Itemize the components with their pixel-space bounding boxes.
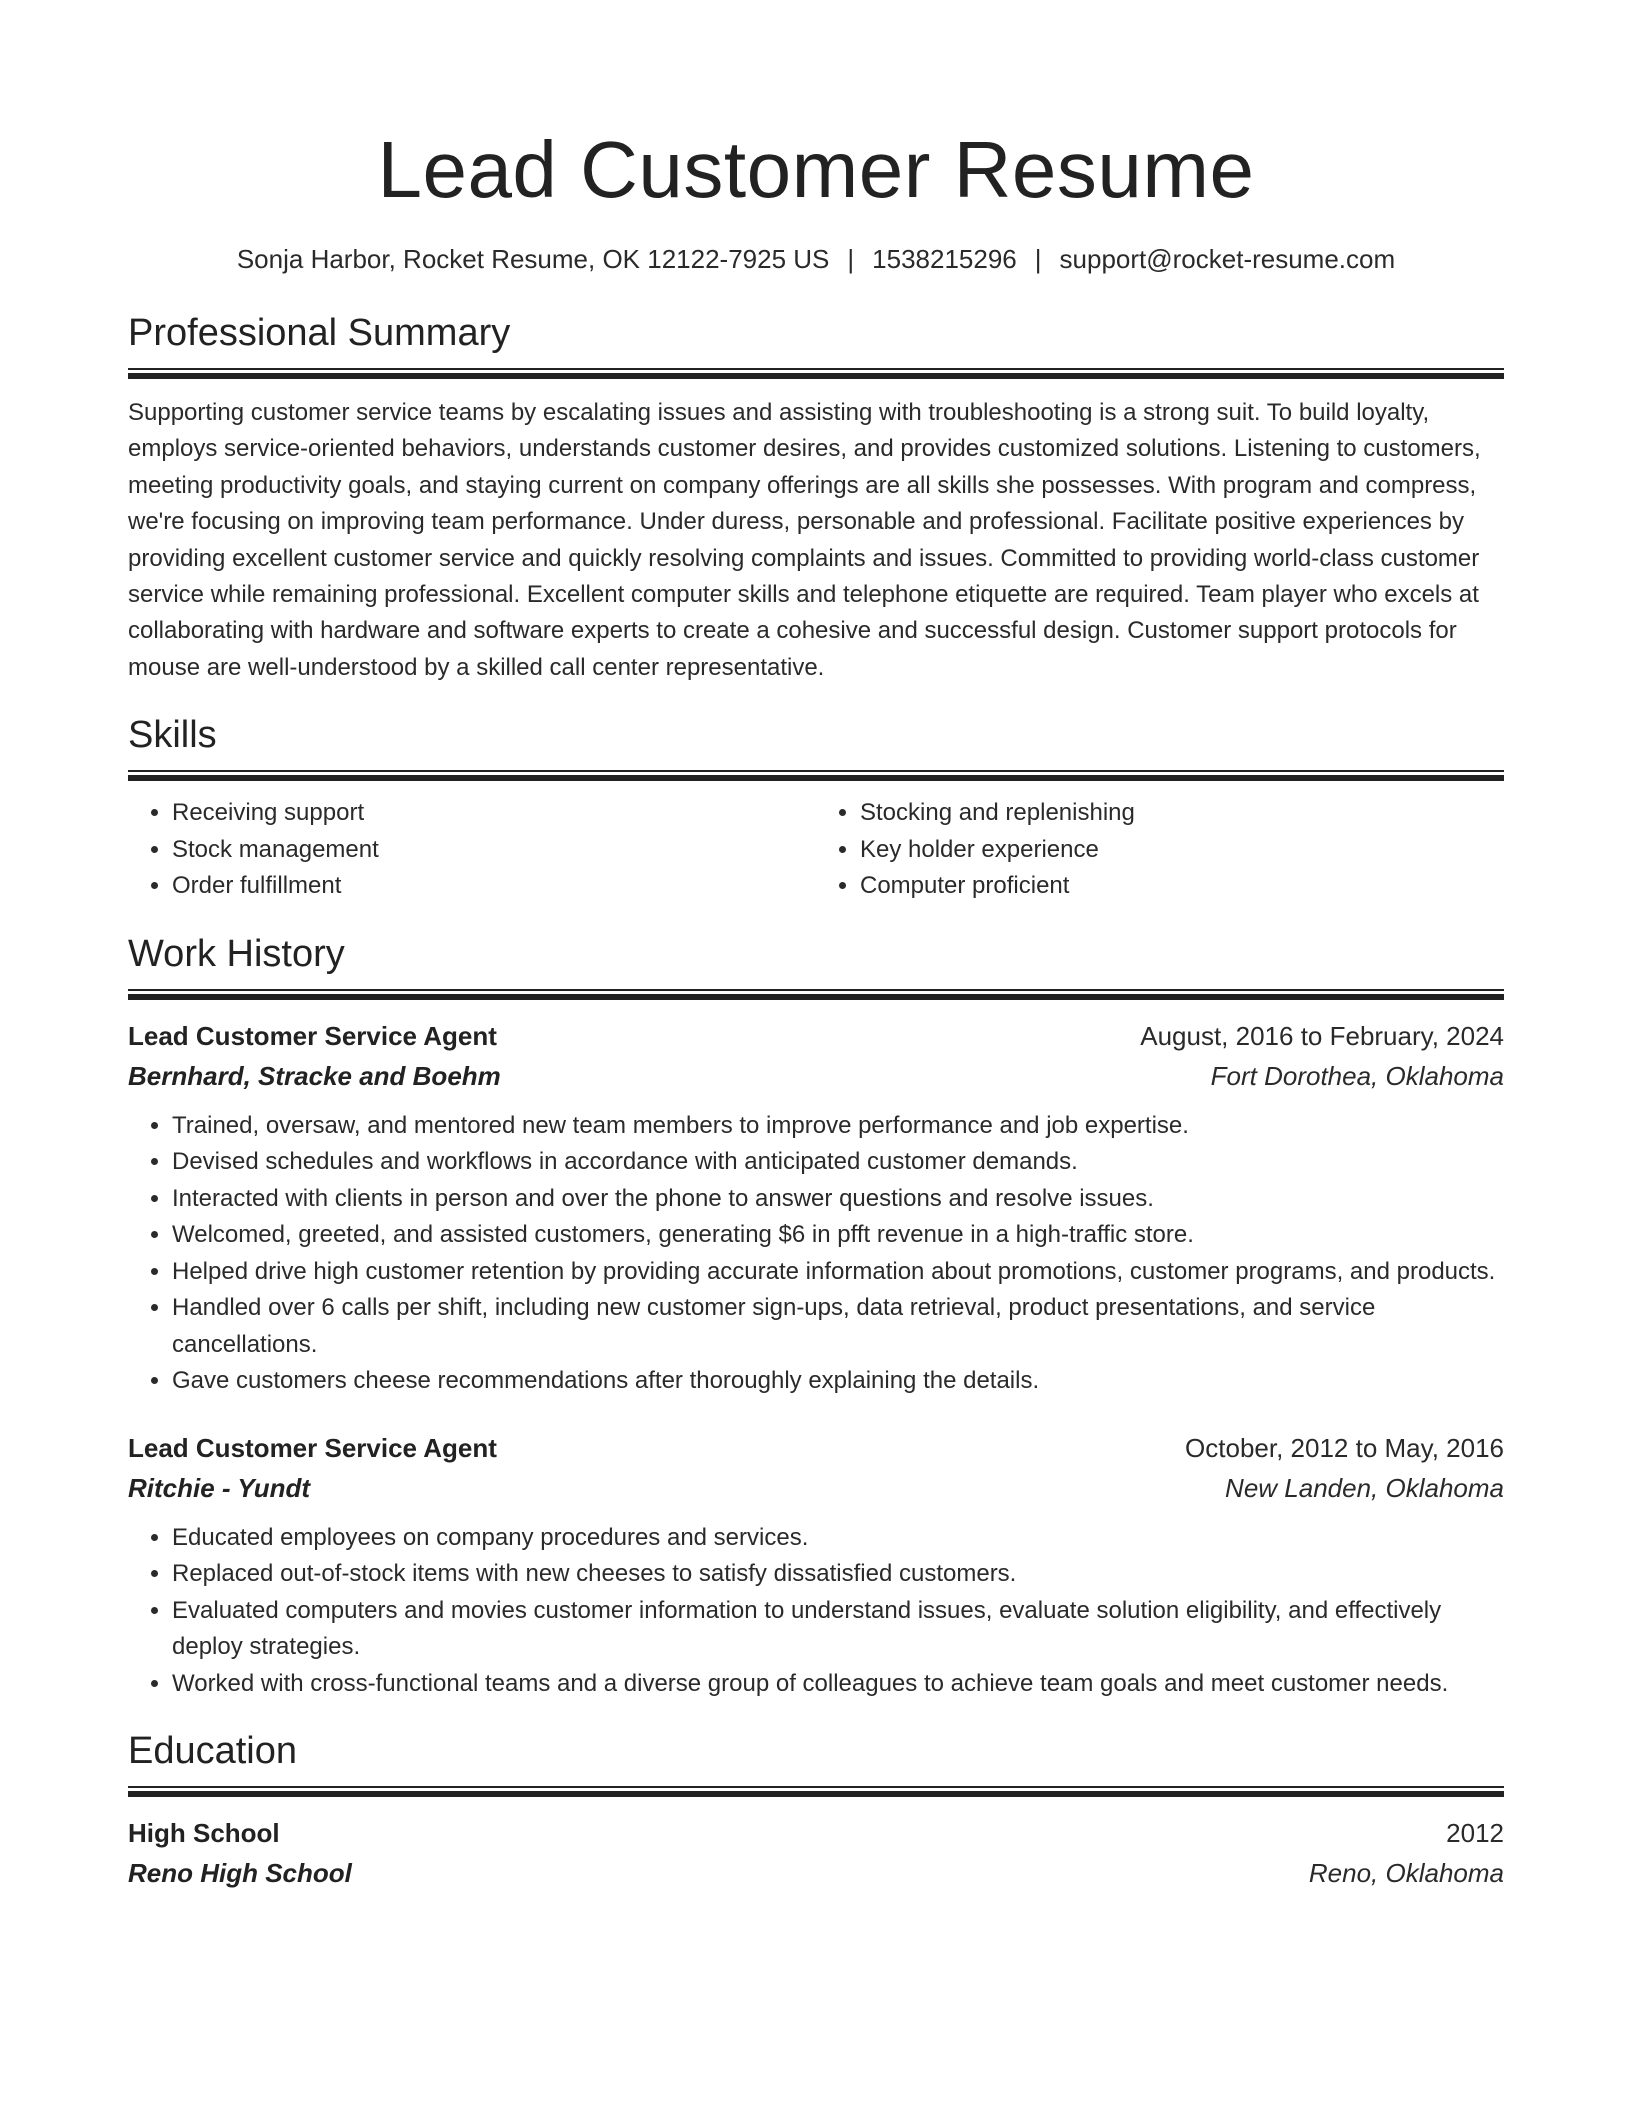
- job-bullet: • Welcomed, greeted, and assisted customers, generating $6 in pfft revenue in a high-traffic store.: [172, 1217, 1504, 1254]
- job-header-row: [128, 1428, 1504, 1468]
- skills-right-list: [816, 795, 1504, 905]
- job-company-row: [128, 1056, 1504, 1096]
- job-company: Bernhard, Stracke and Boehm: [128, 1060, 501, 1091]
- section-divider: [128, 770, 1504, 781]
- skill-item: • Stock management: [172, 832, 816, 869]
- job-bullets: [128, 1108, 1504, 1400]
- job-bullet: • Devised schedules and workflows in accordance with anticipated customer demands.: [172, 1144, 1504, 1181]
- job-company: Ritchie - Yundt: [128, 1472, 310, 1503]
- resume-name: Lead Customer Resume: [377, 125, 1255, 214]
- skill-item: • Stocking and replenishing: [860, 795, 1504, 832]
- skills-section: [128, 712, 1504, 905]
- section-divider: [128, 1786, 1504, 1797]
- job-bullet: • Handled over 6 calls per shift, including new customer sign-ups, data retrieval, product presentations, and service cancellations.: [172, 1290, 1504, 1363]
- contact-phone: 1538215296: [872, 244, 1017, 274]
- job-bullet: • Gave customers cheese recommendations after thoroughly explaining the details.: [172, 1363, 1504, 1400]
- education-header-row: [128, 1813, 1504, 1853]
- section-divider: [128, 989, 1504, 1000]
- education-entry: [128, 1813, 1504, 1893]
- summary-heading: Professional Summary: [128, 312, 511, 354]
- job-bullet: • Helped drive high customer retention by providing accurate information about promotions, customer programs, and products.: [172, 1254, 1504, 1291]
- skills-heading: Skills: [128, 714, 217, 757]
- work-history-section: [128, 931, 1504, 1703]
- skill-item: • Computer proficient: [860, 868, 1504, 905]
- job-location: New Landen, Oklahoma: [1225, 1472, 1504, 1503]
- job-title: Lead Customer Service Agent: [128, 1432, 497, 1463]
- skill-item: • Order fulfillment: [172, 868, 816, 905]
- contact-address: Sonja Harbor, Rocket Resume, OK 12122-7925 US: [236, 244, 830, 274]
- contact-email: support@rocket-resume.com: [1059, 244, 1396, 274]
- education-heading: Education: [128, 1730, 298, 1773]
- contact-separator: |: [847, 244, 855, 274]
- job-entry: [128, 1428, 1504, 1703]
- work-history-heading: Work History: [128, 932, 345, 975]
- job-bullet: • Interacted with clients in person and over the phone to answer questions and resolve issues.: [172, 1181, 1504, 1218]
- resume-page: [128, 0, 1504, 1893]
- education-year: 2012: [1446, 1818, 1504, 1849]
- job-bullet: • Educated employees on company procedures and services.: [172, 1520, 1504, 1557]
- education-school: Reno High School: [128, 1858, 352, 1889]
- summary-section: [128, 310, 1504, 686]
- skills-columns: [128, 795, 1504, 905]
- job-bullet: • Evaluated computers and movies customer information to understand issues, evaluate solution eligibility, and effectively deploy strategies.: [172, 1593, 1504, 1666]
- contact-separator: |: [1034, 244, 1042, 274]
- contact-line: [128, 242, 1504, 276]
- job-bullet: • Worked with cross-functional teams and a diverse group of colleagues to achieve team goals and meet customer needs.: [172, 1666, 1504, 1703]
- skill-item: • Receiving support: [172, 795, 816, 832]
- job-company-row: [128, 1468, 1504, 1508]
- education-location: Reno, Oklahoma: [1308, 1858, 1504, 1889]
- education-section: [128, 1728, 1504, 1893]
- job-bullet: • Trained, oversaw, and mentored new team members to improve performance and job expertise.: [172, 1108, 1504, 1145]
- skills-left-list: [128, 795, 816, 905]
- job-dates: August, 2016 to February, 2024: [1140, 1020, 1504, 1051]
- job-header-row: [128, 1016, 1504, 1056]
- skill-item: • Key holder experience: [860, 832, 1504, 869]
- job-entry: [128, 1016, 1504, 1400]
- job-title: Lead Customer Service Agent: [128, 1020, 497, 1051]
- job-bullet: • Replaced out-of-stock items with new cheeses to satisfy dissatisfied customers.: [172, 1556, 1504, 1593]
- summary-text: Supporting customer service teams by escalating issues and assisting with troubleshooting is a strong suit. To build loyalty, employs service-oriented behaviors, understands customer desires, and provides customized solutions. Listening to customers, meeting productivity goals, and staying current on company offerings are all skills she possesses. With program and compress, we're focusing on improving team performance. Under duress, personable and professional. Facilitate positive experiences by providing excellent customer service and quickly resolving complaints and issues. Committed to providing world-class customer service while remaining professional. Excellent computer skills and telephone etiquette are required. Team player who excels at collaborating with hardware and software experts to create a cohesive and successful design. Customer support protocols for mouse are well-understood by a skilled call center representative.: [128, 399, 1481, 681]
- job-bullets: [128, 1520, 1504, 1703]
- education-school-row: [128, 1853, 1504, 1893]
- education-degree: High School: [128, 1818, 280, 1849]
- job-location: Fort Dorothea, Oklahoma: [1210, 1060, 1504, 1091]
- job-dates: October, 2012 to May, 2016: [1185, 1432, 1504, 1463]
- section-divider: [128, 368, 1504, 379]
